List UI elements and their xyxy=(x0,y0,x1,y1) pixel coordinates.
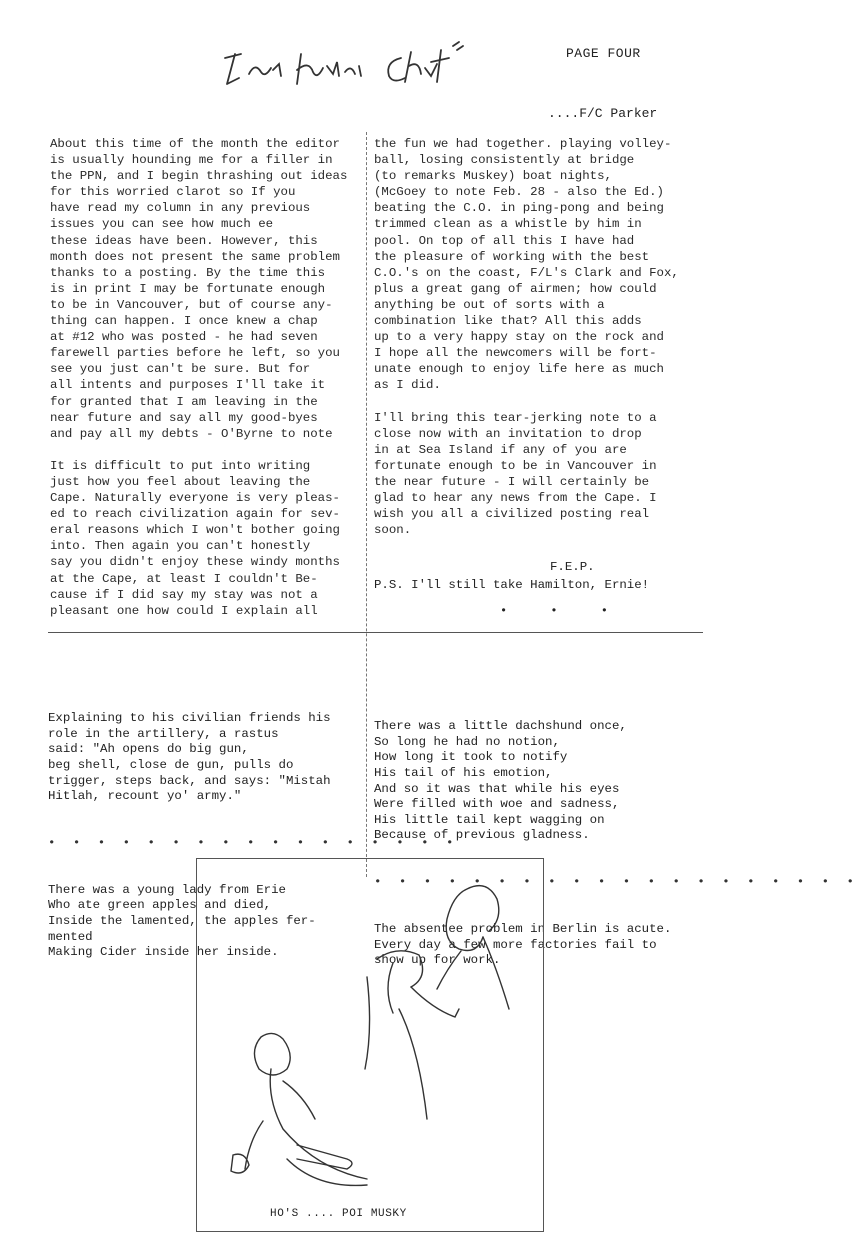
article-text-line: up to a very happy stay on the rock and xyxy=(374,330,664,345)
limerick-line: There was a young lady from Erie xyxy=(48,882,286,897)
signature: F.E.P. xyxy=(550,560,595,574)
article-text-line: and pay all my debts - O'Byrne to note xyxy=(50,426,333,441)
article-text-line: soon. xyxy=(374,523,412,538)
article-text-line: just how you feel about leaving the xyxy=(50,474,311,489)
article-text-line: say you didn't enjoy these windy months xyxy=(50,555,340,570)
poem-line: His tail of his emotion, xyxy=(374,765,553,780)
article-text-line: I hope all the newcomers will be fort- xyxy=(374,346,657,361)
poem-line: Were filled with woe and sadness, xyxy=(374,797,620,812)
cartoon-caption: HO'S .... POI MUSKY xyxy=(270,1208,407,1220)
article-text-line: cause if I did say my stay was not a xyxy=(50,587,318,602)
filler-text-line: said: "Ah opens do big gun, xyxy=(48,742,249,757)
article-text-line: at #12 who was posted - he had seven xyxy=(50,330,318,345)
article-text-line: see you just can't be sure. But for xyxy=(50,362,311,377)
filler-text-line: beg shell, close de gun, pulls do xyxy=(48,757,294,772)
article-left-column xyxy=(50,136,370,619)
cartoon-drawing xyxy=(197,859,543,1231)
masthead-handwriting xyxy=(205,40,535,90)
filler-text-line: Every day a few more factories fail to xyxy=(374,937,657,952)
poem-line: There was a little dachshund once, xyxy=(374,719,627,734)
article-text-line: close now with an invitation to drop xyxy=(374,426,642,441)
section-divider xyxy=(48,632,703,633)
article-text-line: pleasant one how could I explain all xyxy=(50,603,318,618)
article-text-line: the pleasure of working with the best xyxy=(374,249,650,264)
article-text-line: these ideas have been. However, this xyxy=(50,233,318,248)
article-text-line: anything be out of sorts with a xyxy=(374,297,605,312)
article-text-line: into. Then again you can't honestly xyxy=(50,539,311,554)
article-text-line: the fun we had together. playing volley- xyxy=(374,137,672,151)
article-text-line: for granted that I am leaving in the xyxy=(50,394,318,409)
article-text-line: the near future - I will certainly be xyxy=(374,474,650,489)
article-text-line: ed to reach civilization again for sev- xyxy=(50,507,340,522)
article-text-line: (McGoey to note Feb. 28 - also the Ed.) xyxy=(374,185,664,200)
article-text-line: combination like that? All this adds xyxy=(374,314,642,329)
filler-separator-right: • • • • • • • • • • • • • • • • • • • • xyxy=(374,875,859,890)
article-text-line: as I did. xyxy=(374,378,441,393)
article-text-line: for this worried clarot so If you xyxy=(50,185,296,200)
limerick-line: Who ate green apples and died, xyxy=(48,898,272,913)
article-text-line: C.O.'s on the coast, F/L's Clark and Fox, xyxy=(374,265,679,280)
article-text-line: pool. On top of all this I have had xyxy=(374,233,635,248)
article-text-line: month does not present the same problem xyxy=(50,249,340,264)
article-text-line: eral reasons which I won't bother going xyxy=(50,523,340,538)
article-text-line: glad to hear any news from the Cape. I xyxy=(374,491,657,506)
article-text-line: in at Sea Island if any of you are xyxy=(374,442,627,457)
article-text-line: thanks to a posting. By the time this xyxy=(50,265,326,280)
limerick-line: Making Cider inside her inside. xyxy=(48,945,279,960)
page-number: PAGE FOUR xyxy=(566,46,641,61)
article-right-column xyxy=(374,136,704,538)
poem-line: So long he had no notion, xyxy=(374,734,560,749)
article-text-line: trimmed clean as a whistle by him in xyxy=(374,217,642,232)
cartoon-frame xyxy=(196,858,544,1232)
filler-text-line: show up for work. xyxy=(374,953,501,968)
byline: ....F/C Parker xyxy=(548,106,658,121)
filler-text-line: role in the artillery, a rastus xyxy=(48,726,279,741)
article-text-line: is in print I may be fortunate enough xyxy=(50,281,326,296)
article-text-line: unate enough to enjoy life here as much xyxy=(374,362,664,377)
poem-line: His little tail kept wagging on xyxy=(374,812,605,827)
article-text-line: Cape. Naturally everyone is very pleas- xyxy=(50,491,340,506)
article-text-line: I'll bring this tear-jerking note to a xyxy=(374,410,657,425)
article-text-line: near future and say all my good-byes xyxy=(50,410,318,425)
limerick-line: mented xyxy=(48,929,93,944)
article-text-line: beating the C.O. in ping-pong and being xyxy=(374,201,664,216)
filler-text-line: Hitlah, recount yo' army." xyxy=(48,789,242,804)
article-text-line: About this time of the month the editor xyxy=(50,137,340,151)
article-text-line: plus a great gang of airmen; how could xyxy=(374,281,657,296)
article-text-line: ball, losing consistently at bridge xyxy=(374,153,635,168)
filler-text-line: Explaining to his civilian friends his xyxy=(48,711,331,726)
filler-text-line: The absentee problem in Berlin is acute. xyxy=(374,921,672,936)
article-text-line: wish you all a civilized posting real xyxy=(374,507,650,522)
poem-line: How long it took to notify xyxy=(374,750,568,765)
filler-text-line: trigger, steps back, and says: "Mistah xyxy=(48,773,331,788)
poem-line: Because of previous gladness. xyxy=(374,828,590,843)
article-text-line: all intents and purposes I'll take it xyxy=(50,378,326,393)
article-text-line: (to remarks Muskey) boat nights, xyxy=(374,169,612,184)
article-text-line: thing can happen. I once knew a chap xyxy=(50,314,318,329)
poem-line: And so it was that while his eyes xyxy=(374,781,620,796)
article-text-line: farewell parties before he left, so you xyxy=(50,346,340,361)
article-text-line: It is difficult to put into writing xyxy=(50,458,311,473)
article-text-line: at the Cape, at least I couldn't Be- xyxy=(50,571,318,586)
article-text-line: the PPN, and I begin thrashing out ideas xyxy=(50,169,348,184)
postscript: P.S. I'll still take Hamilton, Ernie! xyxy=(374,578,650,592)
dachshund-poem xyxy=(374,719,859,844)
filler-separator: • • • • • • • • • • • • • • • • • xyxy=(48,835,459,850)
article-text-line xyxy=(50,442,370,458)
masthead-title xyxy=(205,40,535,90)
article-text-line: is usually hounding me for a filler in xyxy=(50,153,333,168)
end-dots: • • • xyxy=(500,604,627,618)
article-text-line: fortunate enough to be in Vancouver in xyxy=(374,458,657,473)
article-text-line: have read my column in any previous xyxy=(50,201,311,216)
article-text-line: issues you can see how much ee xyxy=(50,217,274,232)
article-text-line: to be in Vancouver, but of course any- xyxy=(50,297,333,312)
article-text-line xyxy=(374,394,704,410)
limerick-line: Inside the lamented, the apples fer- xyxy=(48,913,316,928)
